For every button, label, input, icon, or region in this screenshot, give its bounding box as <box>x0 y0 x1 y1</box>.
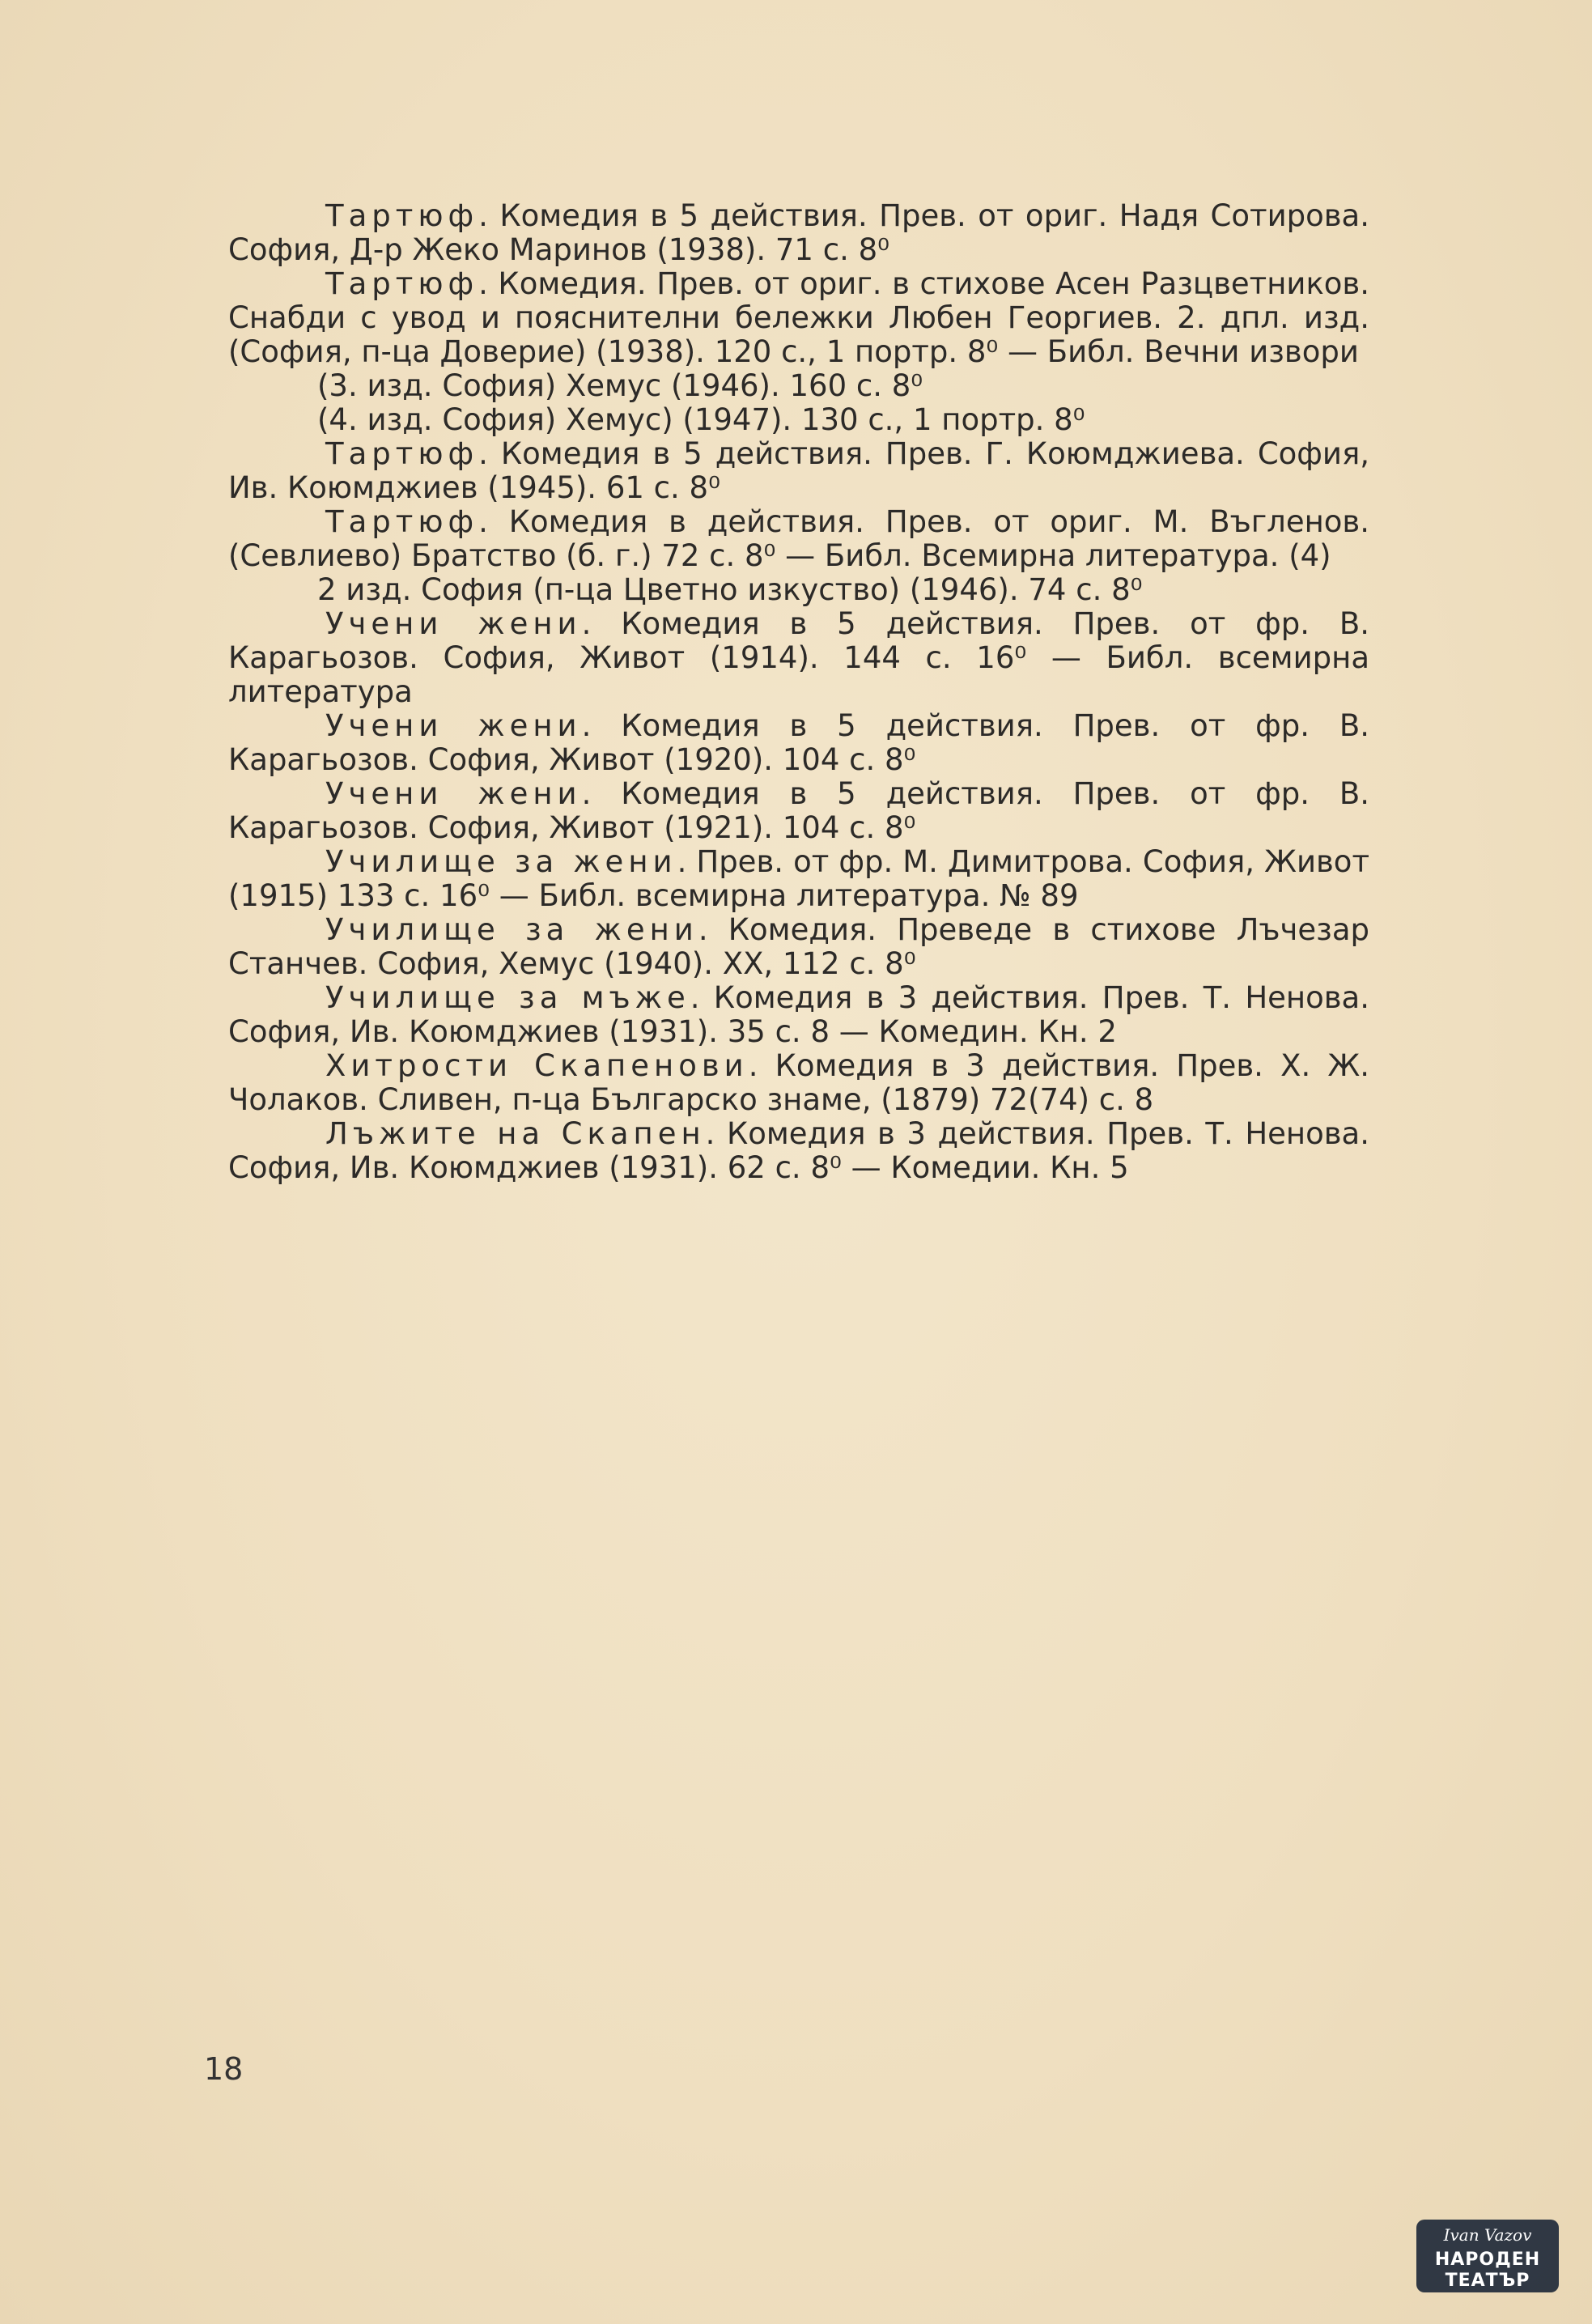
entry-text: . Комедия в 5 действия. Прев. от фр. В. Карагьозов. София, Живот (1920). 104 с. 8⁰ <box>228 708 1369 777</box>
bibliography-entry <box>228 403 1369 437</box>
entry-title: Учени жени <box>325 606 582 641</box>
entry-text: . Комедия в 3 действия. Прев. Т. Ненова. София, Ив. Коюмджиев (1931). 35 с. 8 — Комедин. Кн. 2 <box>228 980 1369 1049</box>
entry-title: Училище за жени <box>325 912 698 947</box>
bibliography-list <box>228 199 1369 1185</box>
logo-line2: ТЕАТЪР <box>1445 2271 1530 2291</box>
bibliography-entry <box>228 709 1369 777</box>
bibliography-entry <box>228 199 1369 267</box>
bibliography-entry <box>228 607 1369 709</box>
entry-text: 2 изд. София (п-ца Цветно изкуство) (1946). 74 с. 8⁰ <box>317 572 1143 607</box>
bibliography-entry <box>228 845 1369 913</box>
entry-text: (4. изд. София) Хемус) (1947). 130 с., 1 портр. 8⁰ <box>317 402 1085 437</box>
entry-text: . Комедия в 5 действия. Прев. Г. Коюмджиева. София, Ив. Коюмджиев (1945). 61 с. 8⁰ <box>228 436 1369 505</box>
bibliography-entry <box>228 1117 1369 1185</box>
entry-title: Училище за мъже <box>325 980 690 1015</box>
entry-title: Учени жени <box>325 776 582 811</box>
entry-title: Тартюф <box>325 198 479 233</box>
entry-text: . Комедия в 5 действия. Прев. от фр. В. Карагьозов. София, Живот (1914). 144 с. 16⁰ — Библ. всемирна литература <box>228 606 1369 709</box>
entry-title: Учени жени <box>325 708 582 743</box>
page-number: 18 <box>204 2051 244 2087</box>
logo-line1: НАРОДЕН <box>1434 2250 1541 2270</box>
entry-title: Училище за жени <box>325 844 677 879</box>
theatre-logo <box>1408 2218 1562 2295</box>
entry-title: Лъжите на Скапен <box>325 1116 706 1151</box>
bibliography-entry <box>228 777 1369 845</box>
entry-text: . Комедия в 5 действия. Прев. от фр. В. Карагьозов. София, Живот (1921). 104 с. 8⁰ <box>228 776 1369 845</box>
entry-title: Хитрости Скапенови <box>325 1048 749 1083</box>
entry-text: (3. изд. София) Хемус (1946). 160 с. 8⁰ <box>317 368 923 403</box>
entry-text: . Комедия в 3 действия. Прев. Т. Ненова. София, Ив. Коюмджиев (1931). 62 с. 8⁰ — Комедии. Кн. 5 <box>228 1116 1369 1185</box>
bibliography-entry <box>228 369 1369 403</box>
entry-text: . Комедия. Преведе в стихове Лъчезар Станчев. София, Хемус (1940). XX, 112 с. 8⁰ <box>228 912 1370 981</box>
bibliography-entry <box>228 267 1369 369</box>
entry-text: . Комедия в 3 действия. Прев. Х. Ж. Чолаков. Сливен, п-ца Българско знаме, (1879) 72(74) с. 8 <box>228 1048 1370 1117</box>
bibliography-entry <box>228 913 1369 981</box>
bibliography-entry <box>228 505 1369 573</box>
bibliography-entry <box>228 981 1369 1049</box>
entry-text: . Комедия. Прев. от ориг. в стихове Асен Разцветников. Снабди с увод и пояснителни бележки Любен Георгиев. 2. дпл. изд. (София, п-ца Доверие) (1938). 120 с., 1 портр. 8⁰ — Библ. Вечни извори <box>228 266 1369 369</box>
logo-signature: Ivan Vazov <box>1443 2225 1532 2245</box>
bibliography-entry <box>228 573 1369 607</box>
entry-title: Тартюф <box>325 266 479 301</box>
entry-text: . Комедия в 5 действия. Прев. от ориг. Надя Сотирова. София, Д-р Жеко Маринов (1938). 71 с. 8⁰ <box>228 198 1369 267</box>
entry-text: . Прев. от фр. М. Димитрова. София, Живот (1915) 133 с. 16⁰ — Библ. всемирна литература. № 89 <box>228 844 1370 913</box>
entry-title: Тартюф <box>325 504 479 539</box>
entry-text: . Комедия в действия. Прев. от ориг. М. Въгленов. (Севлиево) Братство (б. г.) 72 с. 8⁰ — Библ. Всемирна литература. (4) <box>228 504 1369 573</box>
entry-title: Тартюф <box>325 436 479 471</box>
bibliography-entry <box>228 1049 1369 1117</box>
bibliography-entry <box>228 437 1369 505</box>
